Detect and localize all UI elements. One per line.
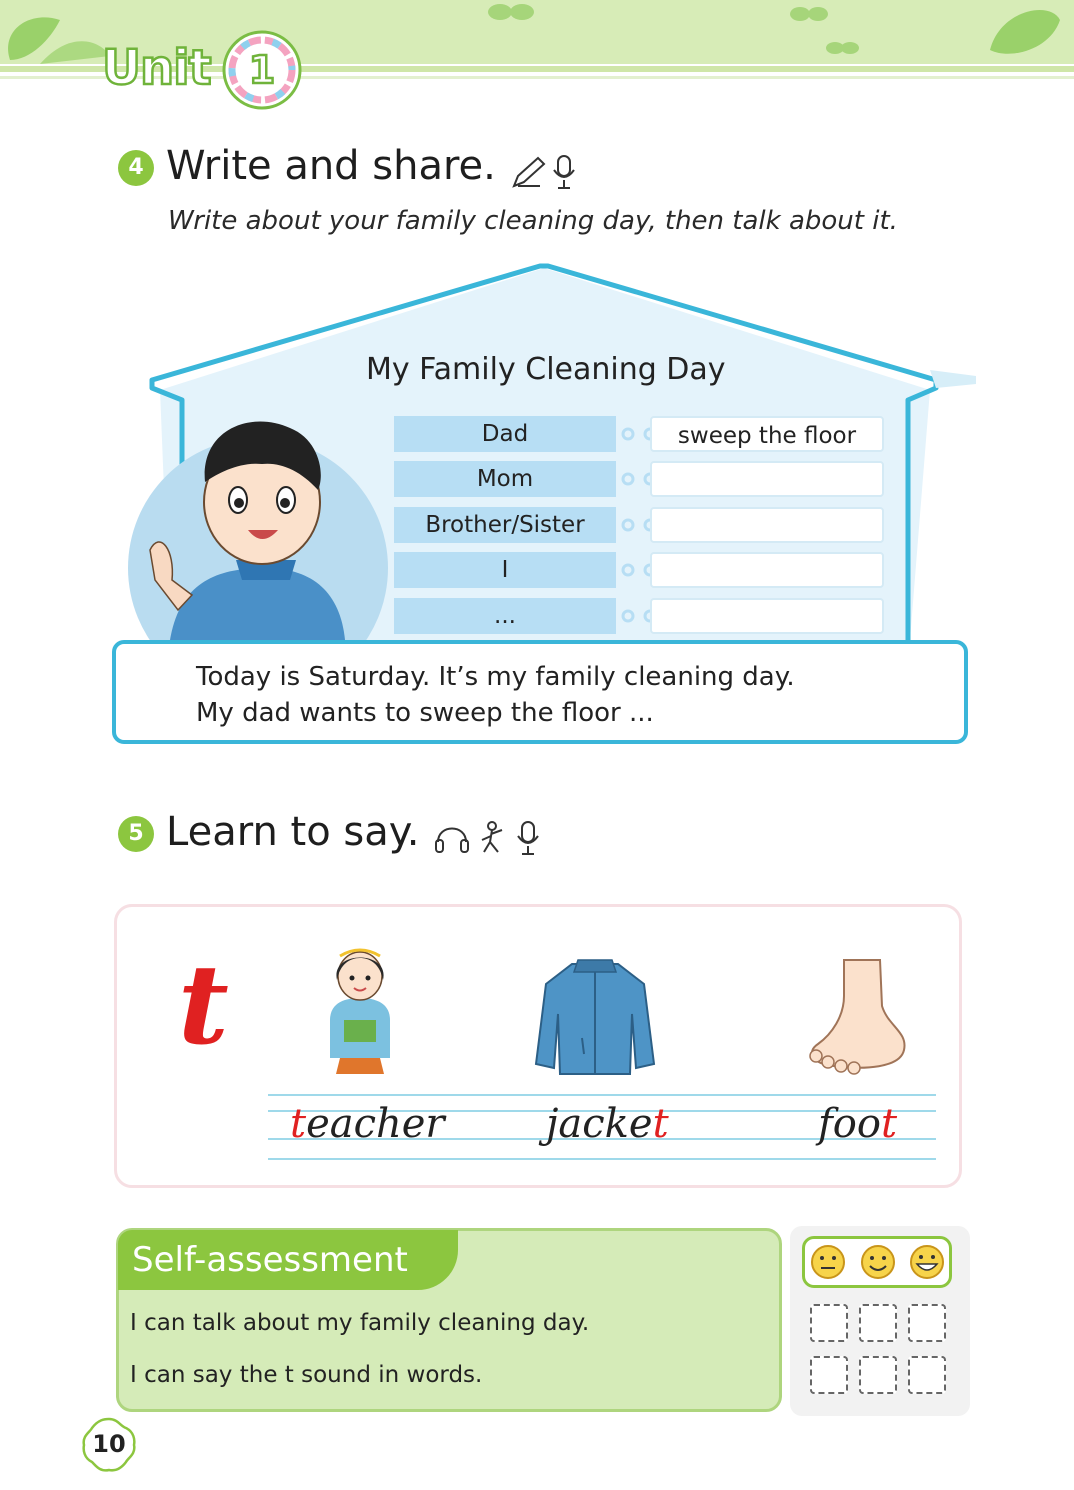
self-assessment-item: I can say the t sound in words.: [130, 1362, 483, 1388]
writing-box[interactable]: [112, 640, 968, 744]
self-assessment-title: Self-assessment: [132, 1240, 408, 1280]
handwriting-guide-line: [268, 1094, 936, 1096]
writing-line: My dad wants to sweep the floor ...: [196, 698, 654, 728]
section-number: 4: [118, 150, 154, 186]
jacket-icon: [532, 954, 658, 1080]
person-cell: Mom: [394, 461, 616, 497]
rating-faces-icons: [810, 1244, 946, 1280]
grinning-face-icon: [911, 1246, 943, 1278]
section-number: 5: [118, 816, 154, 852]
person-cell: Brother/Sister: [394, 507, 616, 543]
rating-checkbox[interactable]: [859, 1304, 897, 1342]
board-title: My Family Cleaning Day: [366, 352, 726, 387]
unit-number: 1: [248, 48, 276, 92]
chore-input[interactable]: [650, 598, 884, 634]
microphone-icon: [554, 156, 574, 188]
neutral-face-icon: [812, 1246, 844, 1278]
pencil-icon: [514, 158, 544, 186]
leaf-icon: [990, 10, 1060, 54]
writing-line: Today is Saturday. It’s my family cleaning day.: [196, 662, 795, 692]
unit-label: Unit: [102, 40, 211, 96]
self-assessment-item: I can talk about my family cleaning day.: [130, 1310, 590, 1336]
focus-letter: t: [178, 940, 229, 1069]
smiling-face-icon: [862, 1246, 894, 1278]
unit-number-badge: [222, 30, 302, 110]
section-title: Learn to say.: [166, 809, 420, 855]
headphones-icon: [436, 829, 468, 853]
instruction-text: Write about your family cleaning day, then talk about it.: [168, 206, 898, 236]
person-cell: ...: [394, 598, 616, 634]
chore-input[interactable]: [650, 507, 884, 543]
rating-checkbox[interactable]: [908, 1304, 946, 1342]
rating-checkbox[interactable]: [908, 1356, 946, 1394]
leaf-icon: [8, 17, 110, 64]
page-number: 10: [92, 1430, 126, 1458]
foot-icon: [804, 956, 908, 1076]
phonics-word: foot: [818, 1101, 898, 1147]
person-pointing-icon: [482, 822, 502, 852]
teacher-icon: [310, 940, 410, 1080]
butterfly-icon: [488, 4, 859, 54]
roof-shadow: [930, 370, 976, 388]
person-cell: Dad: [394, 416, 616, 452]
section-title: Write and share.: [166, 143, 496, 189]
rating-checkbox[interactable]: [859, 1356, 897, 1394]
chore-input[interactable]: sweep the floor: [650, 416, 884, 452]
chore-input[interactable]: [650, 552, 884, 588]
activity-icons: [434, 818, 544, 858]
activity-icons: [510, 152, 586, 192]
chore-input[interactable]: [650, 461, 884, 497]
rating-checkbox[interactable]: [810, 1356, 848, 1394]
microphone-icon: [518, 822, 538, 854]
rating-checkbox[interactable]: [810, 1304, 848, 1342]
phonics-word: jacket: [546, 1101, 669, 1147]
person-cell: I: [394, 552, 616, 588]
handwriting-guide-line: [268, 1158, 936, 1160]
phonics-word: teacher: [290, 1101, 445, 1147]
